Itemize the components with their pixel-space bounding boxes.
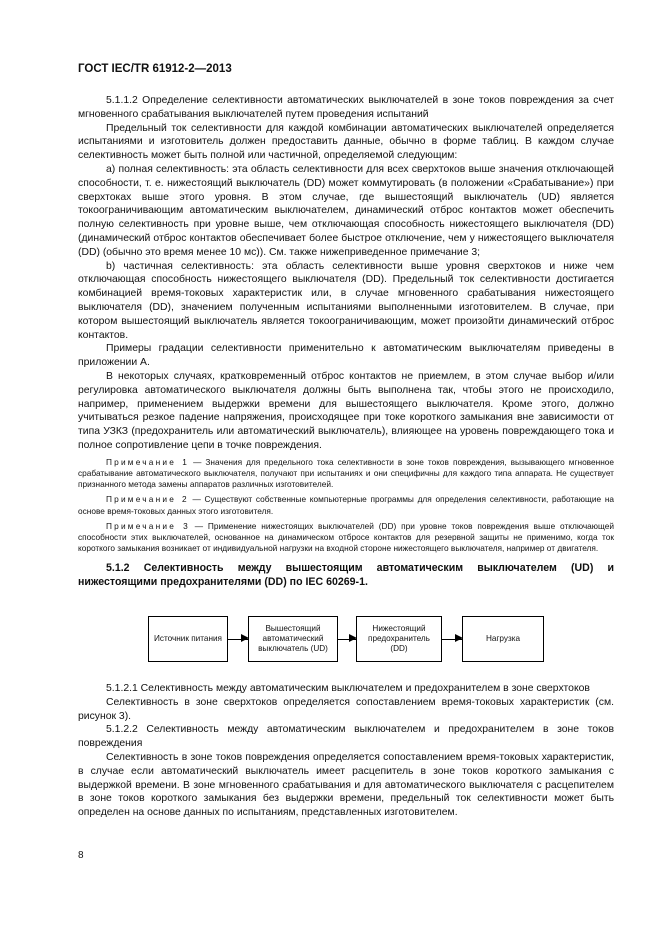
note-label: Примечание 1 <box>106 456 190 467</box>
diagram-arrow <box>228 639 248 640</box>
paragraph: Селективность в зоне сверхтоков определяется сопоставлением время-токовых характеристик (см. рисунок 3). <box>78 696 614 722</box>
section-5-1-2-1-title: 5.1.2.1 Селективность между автоматическим выключателем и предохранителем в зоне сверхтоков <box>106 682 590 694</box>
note-text: — Применение нижестоящих выключателей (DD) при уровне токов повреждения выше отключающей способности этих выключателей, основанное на динамическом отбросе контактов для резервной защиты не применимо, когда ток короткого замыкания возникает от индивидуальной нагрузки на входной стороне нижестоящего выключателя, например от двигателя. <box>78 520 614 554</box>
document-header: ГОСТ IEC/TR 61912-2—2013 <box>78 63 232 75</box>
paragraph: В некоторых случаях, кратковременный отброс контактов не приемлем, в этом случае выбор и/или регулировка автоматического выключателя должны быть выполнена так, чтобы этого не происходило, например, применением выдержки времени для вышестоящего выключателя. Кроме этого, должно учитываться резкое падение напряжения, происходящее при токе короткого замыкания вне зависимости от типа УЗКЗ (предохранитель или автоматический выключатель), влияющее на уровень повреждающего тока и полное сопротивление цепи в точке повреждения. <box>78 370 614 451</box>
note-label: Примечание 2 <box>106 494 189 505</box>
note-text: — Значения для предельного тока селективности в зоне токов повреждения, вызывающего мгновенное срабатывание автоматического выключателя, получают при испытаниях и они специфичны для каждого типа аппарата. Не существует признанного метода замены аппаратов различных изготовителей. <box>78 456 615 490</box>
diagram-arrow <box>338 639 356 640</box>
list-item-a: a) полная селективность: эта область селективности для всех сверхтоков выше значения отключающей способности, т. е. нижестоящий выключатель (DD) может коммутировать (в положении «Срабатывание») при сверхтоках выше этого уровня. В этом случае, где вышестоящий выключатель (UD) является токоограничивающим автоматическим выключателем, динамический отброс контактов может обеспечить полную селективность при уровне выше, чем отключающая способность нижестоящего выключателя (DD) (динамический отброс контактов обеспечивает более быстрое отключение, чем у нижестоящего выключателя (DD) (обычно это время менее 10 мс)). См. также нижеприведенное примечание 3; <box>78 163 614 258</box>
diagram-box-load: Нагрузка <box>462 616 544 662</box>
section-5-1-2-2-title: 5.1.2.2 Селективность между автоматическим выключателем и предохранителем в зоне токов повреждения <box>78 724 614 750</box>
diagram-box-power-source: Источник питания <box>148 616 228 662</box>
note-2 <box>78 494 614 516</box>
note-label: Примечание 3 <box>106 520 190 531</box>
note-3 <box>78 521 614 555</box>
note-text: — Существуют собственные компьютерные программы для определения селективности, работающие на основе время-токовых данных этого изготовителя. <box>78 494 615 516</box>
page-number: 8 <box>78 850 84 861</box>
paragraph: Селективность в зоне токов повреждения определяется сопоставлением время-токовых характеристик, в случае если автоматический выключатель имеет расцепитель в зоне токов короткого замыкания с выдержкой времени. В зоне мгновенного срабатывания и для автоматического выключателя с расцепителем в зоне токов короткого замыкания без выдержки времени, предельный ток селективности может быть определен на основе данных по испытаниям, представленных изготовителем. <box>78 751 614 819</box>
diagram-arrow <box>442 639 462 640</box>
section-5-1-2-title: 5.1.2 Селективность между вышестоящим автоматическим выключателем (UD) и нижестоящими предохранителями (DD) по IEC 60269-1. <box>78 562 614 589</box>
note-1 <box>78 457 614 491</box>
diagram-box-upstream-breaker: Вышестоящий автоматический выключатель (UD) <box>248 616 338 662</box>
list-item-b: b) частичная селективность: эта область селективности выше уровня сверхтоков и ниже чем отключающая способность нижестоящего выключателя (DD). Предельный ток селективности достигается комбинацией время-токовых характеристик или, в случае мгновенного срабатывания нижестоящего выключателя (DD), значением полученным испытаниями выполненными изготовителем. В случае, при котором вышестоящий выключатель является токоограничивающим, может произойти динамический отброс контактов. <box>78 260 614 341</box>
page-content <box>78 94 614 820</box>
section-5-1-1-2-title: 5.1.1.2 Определение селективности автоматических выключателей в зоне токов повреждения за счет мгновенного срабатывания выключателей путем проведения испытаний <box>78 95 614 120</box>
diagram-box-downstream-fuse: Нижестоящий предохранитель (DD) <box>356 616 442 662</box>
paragraph: Предельный ток селективности для каждой комбинации автоматических выключателей определяется испытаниями и изготовитель должен предоставить данные, обычно в форме таблиц. В каждом случае селективность может быть полной или частичной, определяемой следующим: <box>78 122 614 162</box>
paragraph: Примеры градации селективности применительно к автоматическим выключателям приведены в приложении А. <box>78 343 614 369</box>
circuit-diagram <box>78 596 614 680</box>
